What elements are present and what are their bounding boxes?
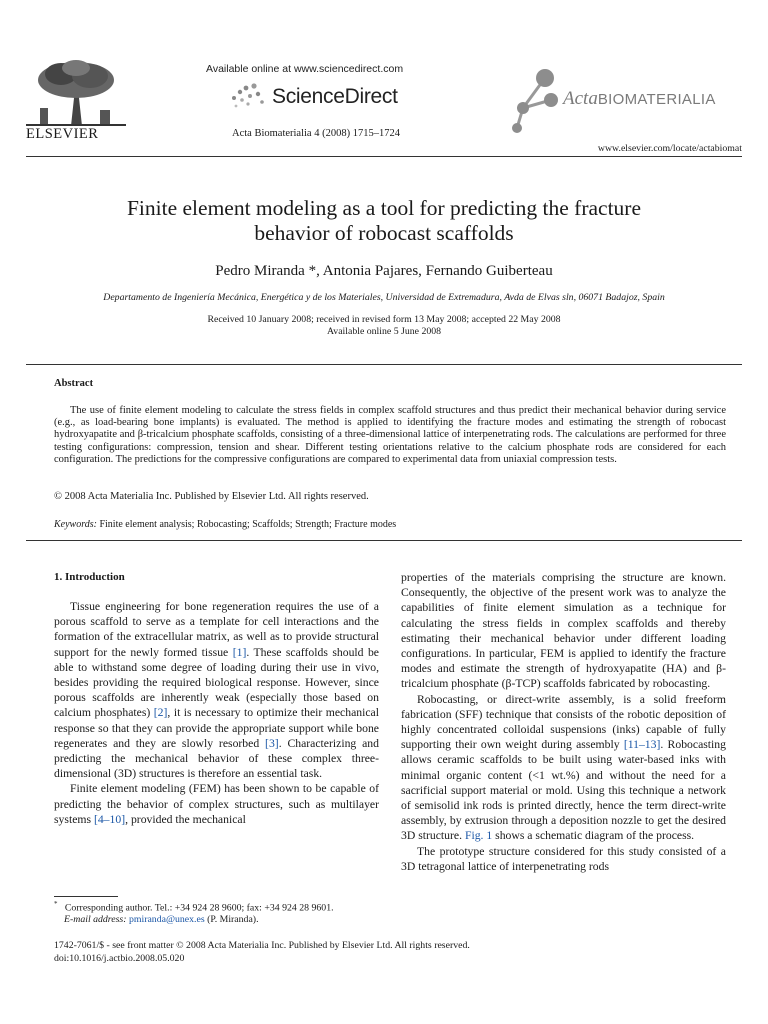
left-column	[54, 599, 379, 827]
abstract-bottom-rule	[26, 540, 742, 541]
figure-link[interactable]: Fig. 1	[464, 829, 493, 843]
dates	[40, 314, 728, 338]
text-run: , it is necessary to optimize their mechanical response so that they can provide the appropriate support while bone regenerates and they are slowly resorbed	[54, 706, 379, 750]
available-date: Available online 5 June 2008	[326, 326, 442, 337]
right-column	[401, 570, 726, 874]
citation-link[interactable]: [1]	[232, 645, 247, 659]
footnote-line-2	[54, 914, 394, 926]
journal-logo-caps: BIOMATERIALIA	[597, 91, 716, 108]
abstract-text: The use of finite element modeling to calculate the stress fields in complex scaffold structures and thus predict their mechanical behavior during service (e.g., as load-bearing bone implants) is evaluated. The method is applied to identifying the fracture modes and estimating the strength of robocast hydroxyapatite and β-tricalcium phosphate scaffolds, consisting of a three-dimensional lattice of interpenetrating rods. The calculations are performed for three testing configurations: compression, tension and shear. Different testing orientations relative to the calcium phosphate rods are considered for each configuration. The predictions for the compressive configurations are compared to experimental data from uniaxial compression tests.	[54, 405, 726, 465]
keywords-label: Keywords:	[54, 519, 97, 530]
article-title	[40, 196, 728, 246]
email-label: E-mail address:	[64, 914, 127, 926]
citation-link[interactable]: [11–13]	[623, 738, 661, 752]
keywords	[54, 519, 396, 530]
citation-link[interactable]: [4–10]	[93, 812, 126, 826]
text-run: shows a schematic diagram of the process.	[492, 829, 695, 843]
paragraph	[54, 599, 379, 781]
abstract-top-rule	[26, 364, 742, 365]
doi-line[interactable]: doi:10.1016/j.actbio.2008.05.020	[54, 952, 185, 964]
footnote-contact: Corresponding author. Tel.: +34 924 28 9600; fax: +34 924 28 9601.	[64, 902, 334, 914]
email-link[interactable]: pmiranda@unex.es	[128, 914, 205, 926]
paragraph: The prototype structure considered for this study consisted of a 3D tetragonal lattice of interpenetrating rods	[401, 844, 726, 873]
issn-line: 1742-7061/$ - see front matter © 2008 Acta Materialia Inc. Published by Elsevier Ltd. All rights reserved.	[54, 940, 470, 951]
publisher-name: ELSEVIER	[26, 126, 99, 142]
paragraph: properties of the materials comprising the structure are known. Consequently, the objective of the present work was to analyze the capabilities of finite element simulation as a technique for calculating the stress fields in complex scaffolds and thereby estimating their mechanical behavior under different loading configurations. In particular, FEM is applied to identify the fracture modes and estimate the strength of hydroxyapatite (HA) and β-tricalcium phosphate (β-TCP) scaffolds fabricated by robocasting.	[401, 571, 726, 691]
molecule-logo-icon	[505, 64, 565, 134]
text-run: Tissue engineering for bone regeneration requires the use of a porous scaffold to serve as a template for cell interactions and the formation of the extracellular matrix, as well as to provide structural support for the newly formed tissue	[54, 600, 379, 659]
journal-logo	[563, 88, 716, 110]
elsevier-tree-logo	[26, 58, 126, 128]
text-run: , provided the mechanical	[125, 812, 246, 826]
email-suffix: (P. Miranda).	[204, 914, 259, 926]
title-line-2: behavior of robocast scaffolds	[254, 221, 514, 245]
text-run: . These scaffolds should be able to withstand some degree of loading during their use in vivo, besides providing the required biological response. However, since porous scaffolds are inherently weak (especially those based on calcium phosphates)	[54, 645, 379, 720]
journal-url: www.elsevier.com/locate/actabiomat	[597, 143, 742, 154]
authors: Pedro Miranda *, Antonia Pajares, Fernando Guiberteau	[215, 263, 553, 279]
text-run: Robocasting, or direct-write assembly, is a solid freeform fabrication (SFF) technique that consists of the robotic deposition of highly concentrated colloidal suspensions (inks) capable of fully supporting their own weight during assembly	[401, 692, 726, 752]
text-run: . Robocasting allows ceramic scaffolds to be built using water-based inks with minimal organic content (<1 wt.%) and without the need for a sacrificial support material or mold. Using this technique a network of semisolid ink rods is printed directly, hence the term direct-write assembly, by extrusion through a deposition nozzle to get the desired 3D structure.	[401, 738, 726, 843]
text-run: . Characterizing and predicting the mechanical behavior of these complex three-dimensional (3D) structures is therefore an essential task.	[54, 736, 379, 781]
received-dates: Received 10 January 2008; received in revised form 13 May 2008; accepted 22 May 2008	[207, 314, 561, 325]
section-heading-introduction: 1. Introduction	[54, 571, 125, 583]
journal-logo-italic: Acta	[563, 88, 598, 109]
citation-link[interactable]: [2]	[153, 706, 168, 720]
footnote-rule	[54, 896, 118, 897]
footnote-mark: *	[54, 900, 58, 908]
sciencedirect-dots-icon	[228, 80, 268, 110]
title-line-1: Finite element modeling as a tool for predicting the fracture	[126, 196, 642, 220]
keywords-list: Finite element analysis; Robocasting; Scaffolds; Strength; Fracture modes	[99, 519, 397, 530]
abstract-copyright: © 2008 Acta Materialia Inc. Published by Elsevier Ltd. All rights reserved.	[54, 491, 369, 502]
journal-citation: Acta Biomaterialia 4 (2008) 1715–1724	[232, 128, 400, 139]
citation-link[interactable]: [3]	[265, 736, 279, 750]
text-run: Finite element modeling (FEM) has been shown to be capable of predicting the behavior of complex structures, such as multilayer systems	[54, 782, 379, 826]
footnote-line-1	[54, 898, 394, 914]
affiliation: Departamento de Ingeniería Mecánica, Energética y de los Materiales, Universidad de Extremadura, Avda de Elvas sln, 06071 Badajoz, Spain	[103, 292, 665, 303]
front-matter-info	[54, 940, 470, 965]
abstract-heading: Abstract	[54, 378, 94, 389]
paragraph	[401, 692, 726, 844]
sciencedirect-logo-text: ScienceDirect	[272, 85, 398, 108]
header-rule	[26, 156, 742, 157]
available-online-text: Available online at www.sciencedirect.com	[206, 63, 404, 75]
footnote	[54, 898, 394, 926]
paragraph	[54, 781, 379, 827]
